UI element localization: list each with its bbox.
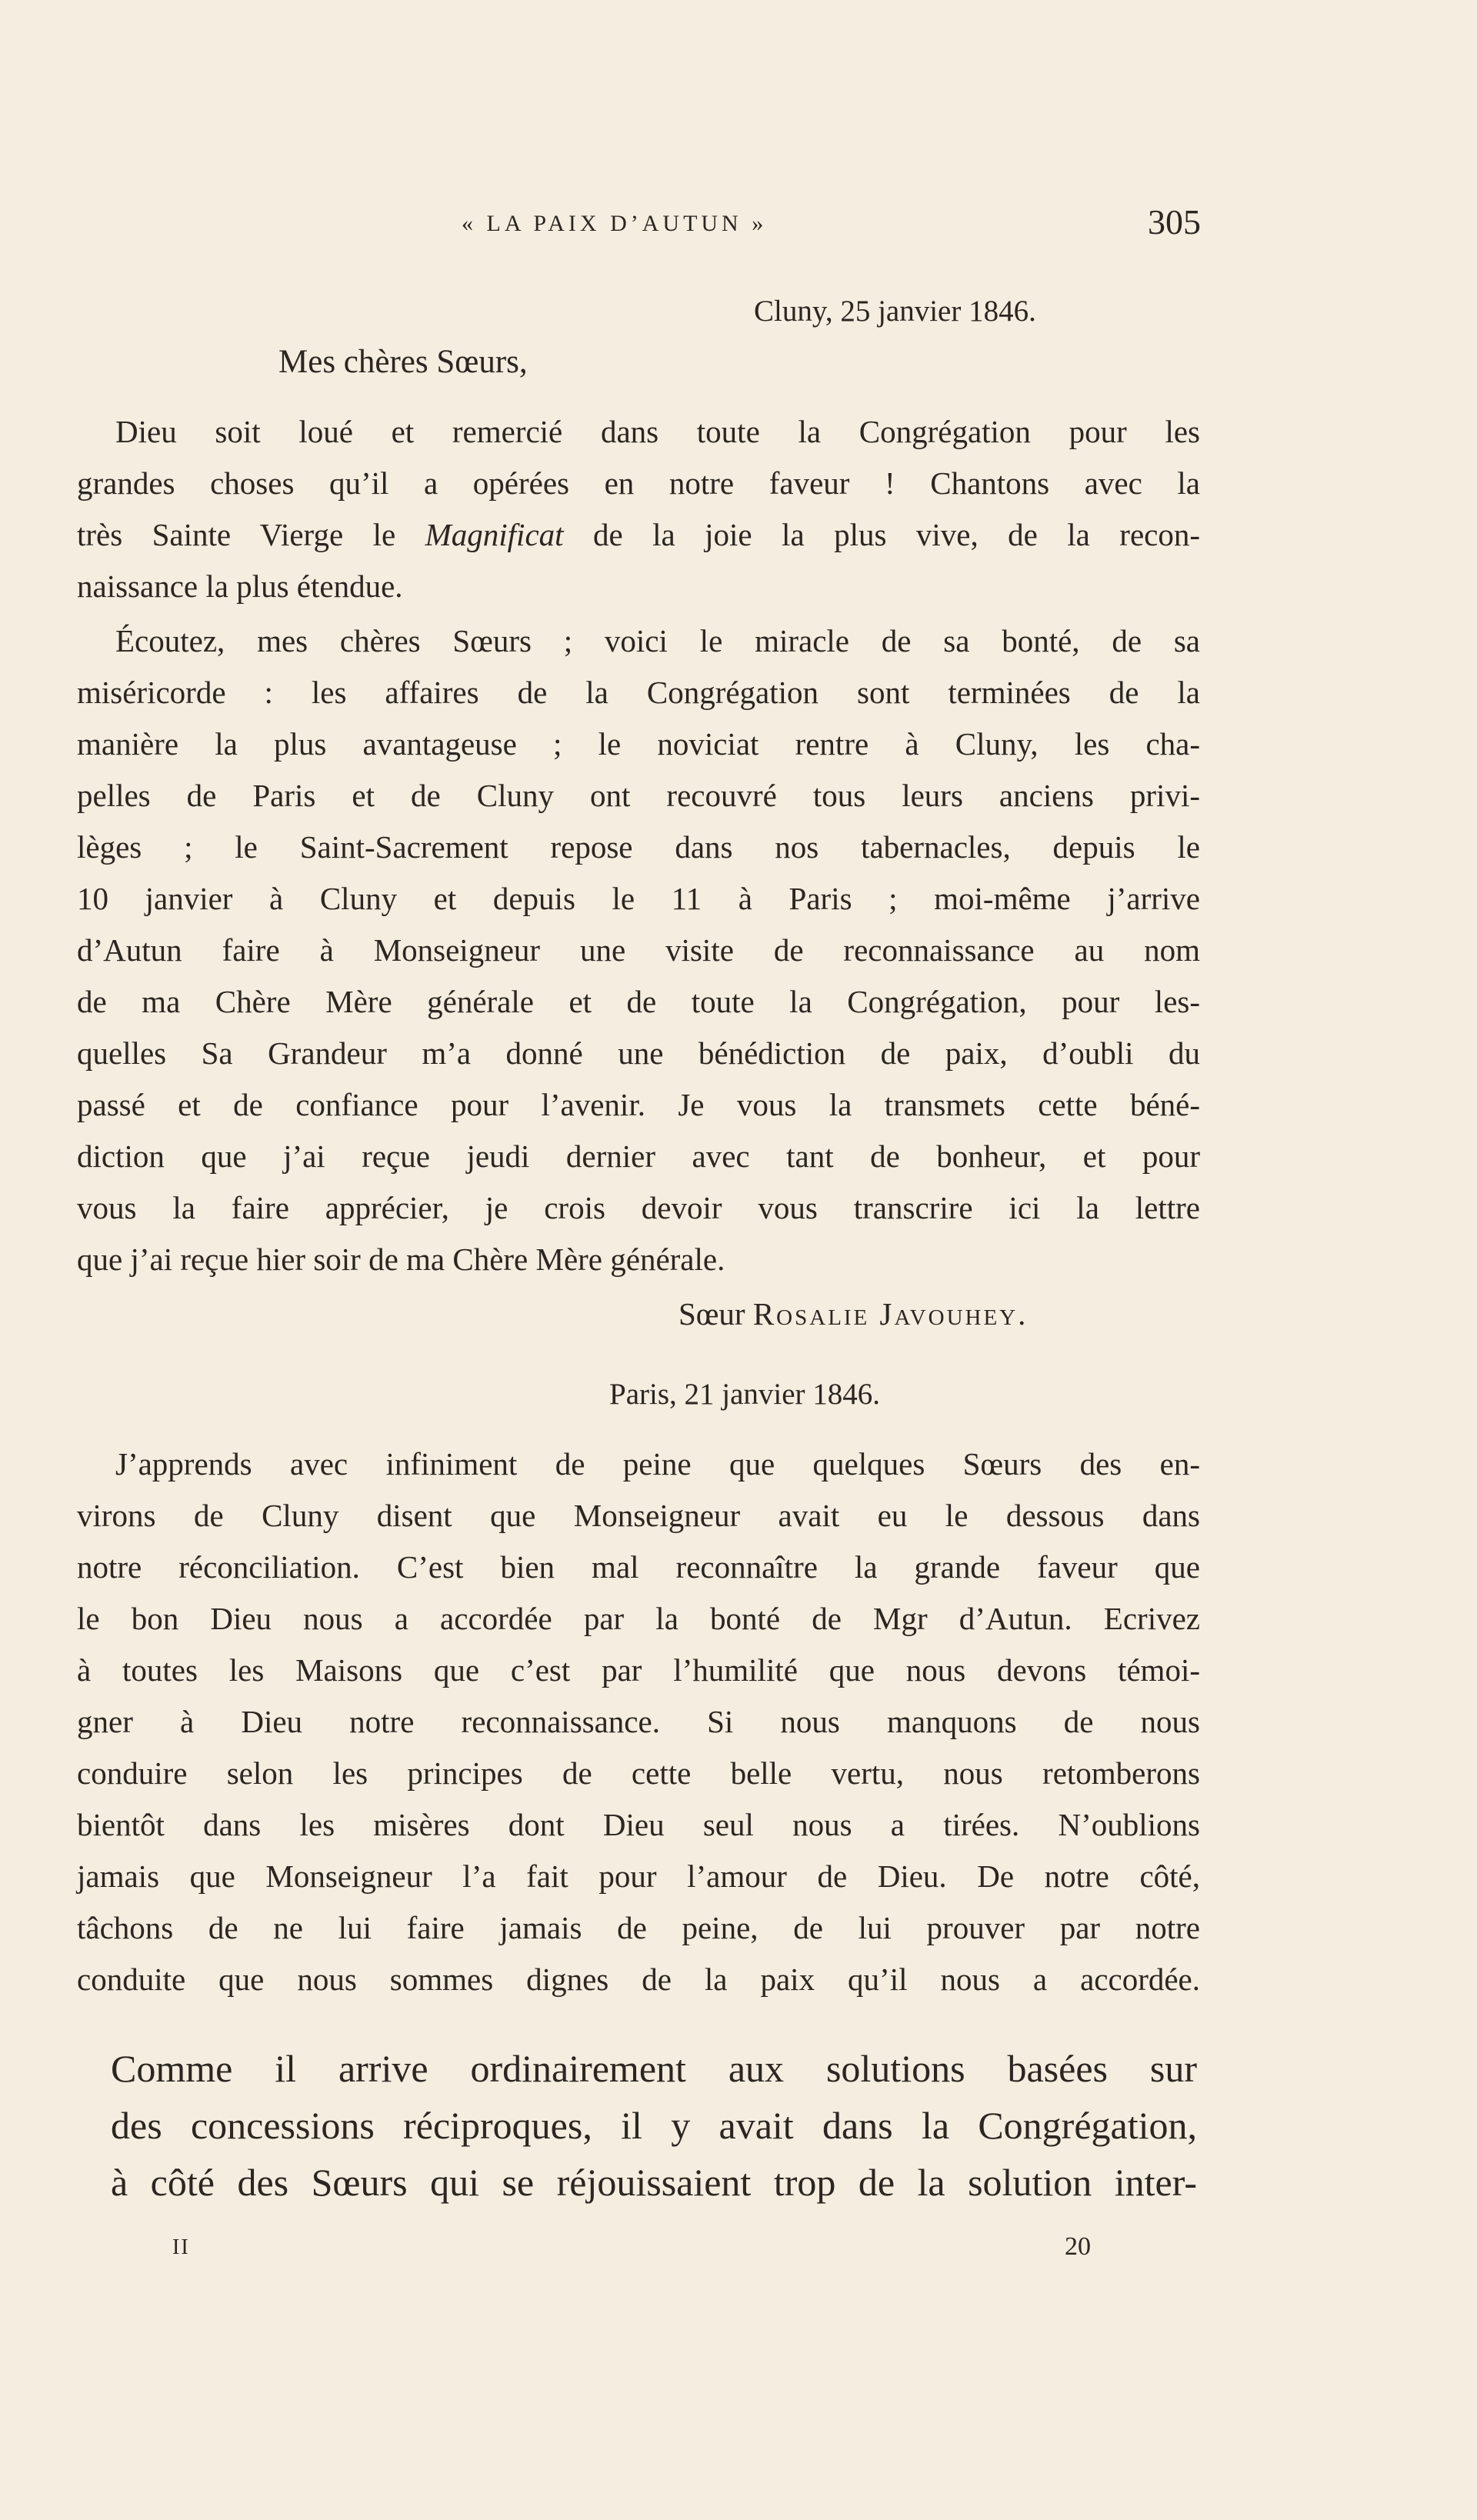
signature-prefix: Sœur xyxy=(678,1296,745,1332)
text-line: d’Autun faire à Monseigneur une visite de reconnaissance au nom xyxy=(77,932,1200,968)
text-line: que j’ai reçue hier soir de ma Chère Mère générale. xyxy=(77,1242,725,1277)
page-number: 305 xyxy=(1148,202,1201,242)
text-line: jamais que Monseigneur l’a fait pour l’amour de Dieu. De notre côté, xyxy=(77,1858,1200,1894)
letter1-salutation: Mes chères Sœurs, xyxy=(278,344,528,380)
text-line: de ma Chère Mère générale et de toute la Congrégation, pour les- xyxy=(77,984,1200,1019)
text-line: grandes choses qu’il a opérées en notre faveur ! Chantons avec la xyxy=(77,465,1200,501)
text-line: Dieu soit loué et remercié dans toute la Congrégation pour les xyxy=(115,414,1200,449)
text-line: 10 janvier à Cluny et depuis le 11 à Paris ; moi-même j’arrive xyxy=(77,881,1200,916)
letter1-paragraph-2 xyxy=(77,615,1200,1285)
text-line: naissance la plus étendue. xyxy=(77,568,403,604)
text-line: à côté des Sœurs qui se réjouissaient trop de la solution inter- xyxy=(111,2161,1197,2204)
running-head xyxy=(0,202,1477,248)
sheet-number: 20 xyxy=(1065,2232,1091,2261)
text-line: gner à Dieu notre reconnaissance. Si nous manquons de nous xyxy=(77,1704,1200,1739)
letter1-paragraph-1 xyxy=(77,406,1200,612)
signature-name: Rosalie Javouhey. xyxy=(752,1296,1029,1332)
text-line: bientôt dans les misères dont Dieu seul nous a tirées. N’oublions xyxy=(77,1807,1200,1842)
text-line: passé et de confiance pour l’avenir. Je vous la transmets cette béné- xyxy=(77,1087,1200,1122)
letter1-signature xyxy=(678,1291,1028,1337)
text-line: Comme il arrive ordinairement aux solutions basées sur xyxy=(111,2047,1197,2090)
text-line: Écoutez, mes chères Sœurs ; voici le miracle de sa bonté, de sa xyxy=(115,623,1200,658)
text-line: miséricorde : les affaires de la Congrégation sont terminées de la xyxy=(77,675,1200,710)
body-paragraph xyxy=(111,2040,1197,2211)
letter2-body xyxy=(77,1438,1200,2005)
running-head-title: « LA PAIX D’AUTUN » xyxy=(462,211,768,236)
text-line-with-italic xyxy=(77,509,1200,561)
text-line: à toutes les Maisons que c’est par l’humilité que nous devons témoi- xyxy=(77,1652,1200,1688)
text-line: manière la plus avantageuse ; le noviciat rentre à Cluny, les cha- xyxy=(77,726,1200,762)
text-line: des concessions réciproques, il y avait dans la Congrégation, xyxy=(111,2104,1197,2147)
text-line: lèges ; le Saint-Sacrement repose dans nos tabernacles, depuis le xyxy=(77,829,1200,865)
text-line: virons de Cluny disent que Monseigneur avait eu le dessous dans xyxy=(77,1498,1200,1533)
text-fragment: très Sainte Vierge le xyxy=(77,517,396,552)
italic-word: Magnificat xyxy=(425,517,564,552)
text-line: quelles Sa Grandeur m’a donné une bénédiction de paix, d’oubli du xyxy=(77,1035,1200,1071)
text-line: conduire selon les principes de cette belle vertu, nous retomberons xyxy=(77,1755,1200,1791)
text-line: vous la faire apprécier, je crois devoir vous transcrire ici la lettre xyxy=(77,1190,1200,1225)
letter1-dateline: Cluny, 25 janvier 1846. xyxy=(754,295,1036,328)
text-line: tâchons de ne lui faire jamais de peine, de lui prouver par notre xyxy=(77,1910,1200,1945)
text-line: le bon Dieu nous a accordée par la bonté de Mgr d’Autun. Ecrivez xyxy=(77,1601,1200,1636)
text-line: conduite que nous sommes dignes de la paix qu’il nous a accordée. xyxy=(77,1962,1200,1997)
text-line: notre réconciliation. C’est bien mal reconnaître la grande faveur que xyxy=(77,1549,1200,1585)
text-line: pelles de Paris et de Cluny ont recouvré tous leurs anciens privi- xyxy=(77,778,1200,813)
letter2-dateline: Paris, 21 janvier 1846. xyxy=(609,1378,881,1411)
text-line: diction que j’ai reçue jeudi dernier avec tant de bonheur, et pour xyxy=(77,1138,1200,1174)
text-fragment: de la joie la plus vive, de la recon- xyxy=(592,517,1201,552)
signature-mark: II xyxy=(172,2235,190,2259)
text-line: J’apprends avec infiniment de peine que quelques Sœurs des en- xyxy=(115,1446,1200,1482)
